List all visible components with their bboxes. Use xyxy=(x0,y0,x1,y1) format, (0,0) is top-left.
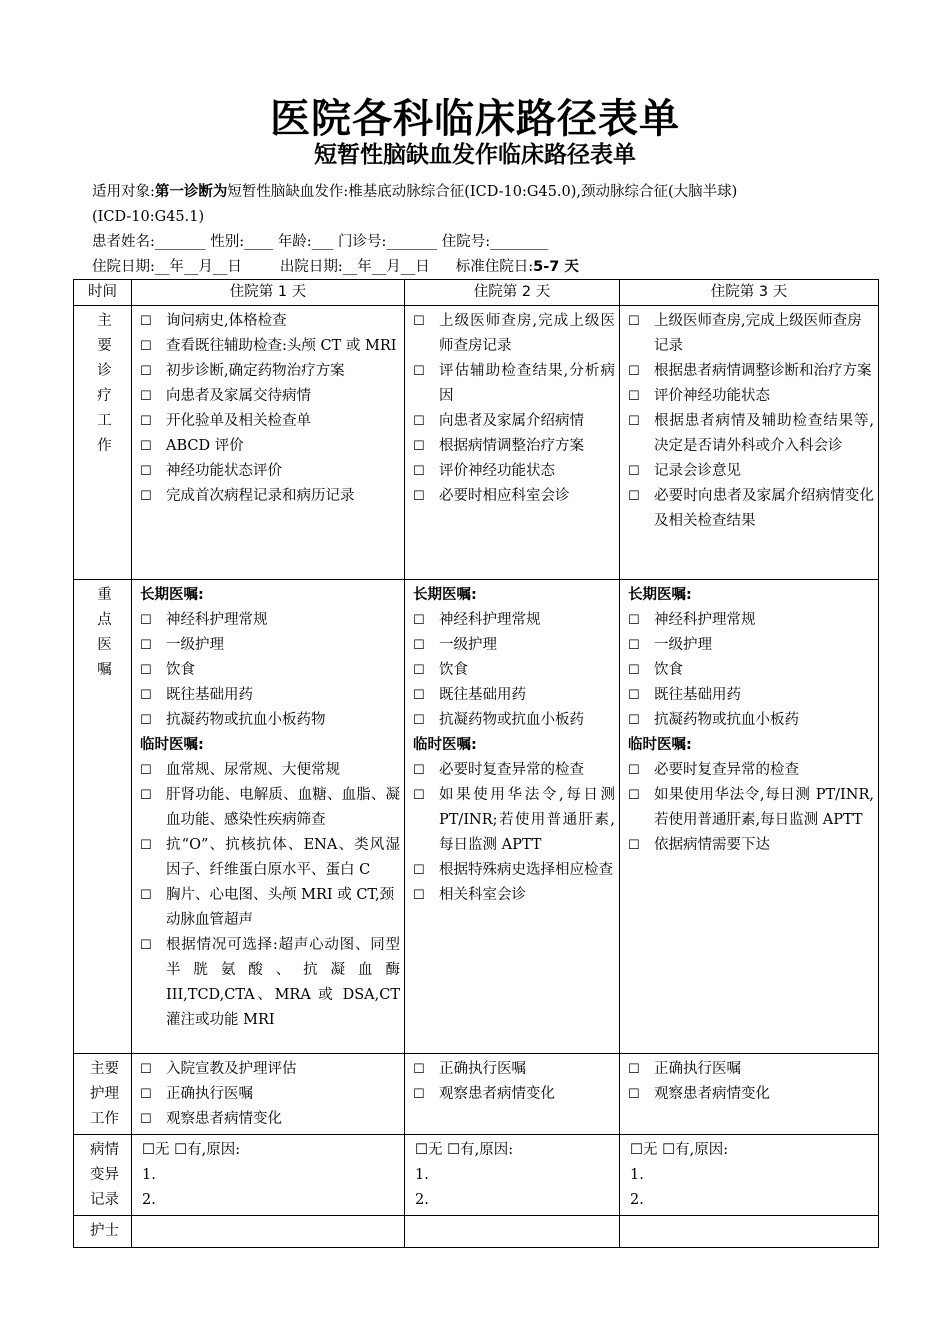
list-item: ☐ 正确执行医嘱 xyxy=(413,1057,615,1082)
variance-reason-2[interactable]: 2. xyxy=(415,1192,429,1208)
checkbox-icon[interactable] xyxy=(413,783,439,858)
row-label-nursing: 主要护理工作 xyxy=(74,1054,132,1135)
row-label-variance: 病情变异记录 xyxy=(74,1135,132,1216)
document-subtitle: 短暂性脑缺血发作临床路径表单 xyxy=(314,142,636,168)
checkbox-icon[interactable] xyxy=(628,783,654,833)
temporary-orders-label: 临时医嘱: xyxy=(140,737,204,753)
list-item: ☐ 神经科护理常规 xyxy=(413,608,615,633)
checkbox-icon[interactable] xyxy=(628,633,654,658)
list-item: ☐ 根据情况可选择:超声心动图、同型半胱氨酸、抗凝血酶 III,TCD,CTA、MRA 或 DSA,CT 灌注或功能 MRI xyxy=(140,933,400,1033)
variance-reason-2[interactable]: 2. xyxy=(630,1192,644,1208)
checkbox-icon[interactable] xyxy=(140,708,166,733)
cell-diagnosis-day1 xyxy=(132,306,405,580)
variance-options[interactable]: ☐无 ☐有,原因: xyxy=(415,1142,514,1158)
list-item: ☐ 根据病情调整治疗方案 xyxy=(413,434,615,459)
checkbox-icon[interactable] xyxy=(413,608,439,633)
list-item: ☐ 既往基础用药 xyxy=(413,683,615,708)
checkbox-icon[interactable] xyxy=(140,484,166,509)
list-item: ☐ 向患者及家属交待病情 xyxy=(140,384,400,409)
long-term-orders-label: 长期医嘱: xyxy=(628,587,692,603)
checkbox-icon[interactable] xyxy=(628,359,654,384)
list-item: ☐ 必要时向患者及家属介绍病情变化及相关检查结果 xyxy=(628,484,874,534)
list-item: ☐ 饮食 xyxy=(413,658,615,683)
checkbox-icon[interactable] xyxy=(413,883,439,908)
checkbox-icon[interactable] xyxy=(628,384,654,409)
discharge-date: 出院日期:__年__月__日 xyxy=(279,259,430,275)
header-day2: 住院第 2 天 xyxy=(405,280,620,306)
cell-diagnosis-day2 xyxy=(405,306,620,580)
applies-to-line xyxy=(92,180,872,205)
list-item: ☐ 如果使用华法令,每日测 PT/INR,若使用普通肝素,每日监测 APTT xyxy=(628,783,874,833)
checkbox-icon[interactable] xyxy=(140,434,166,459)
clinical-pathway-table xyxy=(73,279,879,1248)
checkbox-icon[interactable] xyxy=(140,783,166,833)
checkbox-icon[interactable] xyxy=(140,1082,166,1107)
checkbox-icon[interactable] xyxy=(413,359,439,409)
checkbox-icon[interactable] xyxy=(628,608,654,633)
list-item: ☐ 根据特殊病史选择相应检查 xyxy=(413,858,615,883)
date-line xyxy=(92,255,872,280)
admission-date: 住院日期:__年__月__日 xyxy=(92,259,242,275)
list-item: ☐ 上级医师查房,完成上级医师查房记录 xyxy=(628,309,874,359)
checkbox-icon[interactable] xyxy=(140,1057,166,1082)
list-item: ☐ 向患者及家属介绍病情 xyxy=(413,409,615,434)
list-item: ☐ 询问病史,体格检查 xyxy=(140,309,400,334)
list-item: ☐ 神经功能状态评价 xyxy=(140,459,400,484)
list-item: ☐ 根据患者病情及辅助检查结果等,决定是否请外科或介入科会诊 xyxy=(628,409,874,459)
checkbox-icon[interactable] xyxy=(140,334,166,359)
checkbox-icon[interactable] xyxy=(628,683,654,708)
cell-orders-day2 xyxy=(405,580,620,1054)
header-day1: 住院第 1 天 xyxy=(132,280,405,306)
list-item: ☐ 血常规、尿常规、大便常规 xyxy=(140,758,400,783)
checkbox-icon[interactable] xyxy=(628,1057,654,1082)
checkbox-icon[interactable] xyxy=(140,833,166,883)
list-item: ☐ 抗凝药物或抗血小板药物 xyxy=(140,708,400,733)
checkbox-icon[interactable] xyxy=(140,633,166,658)
checkbox-icon[interactable] xyxy=(413,1082,439,1107)
checkbox-icon[interactable] xyxy=(628,708,654,733)
list-item: ☐ 完成首次病程记录和病历记录 xyxy=(140,484,400,509)
row-nursing xyxy=(74,1054,879,1135)
checkbox-icon[interactable] xyxy=(140,459,166,484)
temporary-orders-label: 临时医嘱: xyxy=(628,737,692,753)
cell-orders-day1 xyxy=(132,580,405,1054)
list-item: ☐ 入院宣教及护理评估 xyxy=(140,1057,400,1082)
checkbox-icon[interactable] xyxy=(140,608,166,633)
header-time: 时间 xyxy=(74,280,132,306)
list-item: ☐ 抗“O”、抗核抗体、ENA、类风湿因子、纤维蛋白原水平、蛋白 C xyxy=(140,833,400,883)
long-term-orders-label: 长期医嘱: xyxy=(413,587,477,603)
checkbox-icon[interactable] xyxy=(413,459,439,484)
variance-reason-1[interactable]: 1. xyxy=(630,1167,644,1183)
row-diagnosis xyxy=(74,306,879,580)
checkbox-icon[interactable] xyxy=(413,434,439,459)
list-item: ☐ 饮食 xyxy=(628,658,874,683)
checkbox-icon[interactable] xyxy=(140,309,166,334)
table-header-row xyxy=(74,280,879,306)
checkbox-icon[interactable] xyxy=(413,758,439,783)
list-item: ☐ 抗凝药物或抗血小板药 xyxy=(628,708,874,733)
long-term-orders-label: 长期医嘱: xyxy=(140,587,204,603)
checkbox-icon[interactable] xyxy=(140,409,166,434)
first-diagnosis-label: 第一诊断为 xyxy=(154,184,228,200)
list-item: ☐ 既往基础用药 xyxy=(628,683,874,708)
patient-info-line: 患者姓名:_______ 性别:____ 年龄:___ 门诊号:_______ 住院号:________ xyxy=(92,234,549,250)
list-item: ☐ 一级护理 xyxy=(628,633,874,658)
checkbox-icon[interactable] xyxy=(413,309,439,359)
checkbox-icon[interactable] xyxy=(413,658,439,683)
cell-variance-day2 xyxy=(405,1135,620,1216)
std-stay-days: 5-7 天 xyxy=(533,259,579,275)
list-item: ☐ 一级护理 xyxy=(140,633,400,658)
list-item: ☐ 观察患者病情变化 xyxy=(140,1107,400,1132)
list-item: ☐ 神经科护理常规 xyxy=(628,608,874,633)
cell-nurse-day1[interactable] xyxy=(132,1216,405,1248)
checkbox-icon[interactable] xyxy=(413,484,439,509)
list-item: ☐ 根据患者病情调整诊断和治疗方案 xyxy=(628,359,874,384)
applies-label: 适用对象: xyxy=(92,184,155,200)
variance-reason-1[interactable]: 1. xyxy=(142,1167,156,1183)
applies-to-line-2: (ICD-10:G45.1) xyxy=(92,209,205,225)
list-item: ☐ 观察患者病情变化 xyxy=(628,1082,874,1107)
list-item: ☐ 上级医师查房,完成上级医师查房记录 xyxy=(413,309,615,359)
checkbox-icon[interactable] xyxy=(140,933,166,1033)
checkbox-icon[interactable] xyxy=(628,1082,654,1107)
list-item: ☐ 必要时复查异常的检查 xyxy=(413,758,615,783)
list-item: ☐ 记录会诊意见 xyxy=(628,459,874,484)
checkbox-icon[interactable] xyxy=(413,858,439,883)
variance-reason-1[interactable]: 1. xyxy=(415,1167,429,1183)
checkbox-icon[interactable] xyxy=(628,409,654,459)
list-item: ☐ 观察患者病情变化 xyxy=(413,1082,615,1107)
cell-nurse-day3[interactable] xyxy=(620,1216,879,1248)
row-label-diagnosis: 主要诊疗工作 xyxy=(74,306,132,580)
checkbox-icon[interactable] xyxy=(140,683,166,708)
row-variance xyxy=(74,1135,879,1216)
checkbox-icon[interactable] xyxy=(628,758,654,783)
list-item: ☐ 抗凝药物或抗血小板药 xyxy=(413,708,615,733)
list-item: ☐ 一级护理 xyxy=(413,633,615,658)
checkbox-icon[interactable] xyxy=(140,758,166,783)
list-item: ☐ 评价神经功能状态 xyxy=(413,459,615,484)
variance-reason-2[interactable]: 2. xyxy=(142,1192,156,1208)
list-item: ☐ 开化验单及相关检查单 xyxy=(140,409,400,434)
applies-text: 短暂性脑缺血发作:椎基底动脉综合征(ICD-10:G45.0),颈动脉综合征(大脑半球) xyxy=(227,184,738,200)
row-nurse-signature xyxy=(74,1216,879,1248)
checkbox-icon[interactable] xyxy=(413,683,439,708)
list-item: ☐ ABCD 评价 xyxy=(140,434,400,459)
list-item: ☐ 必要时复查异常的检查 xyxy=(628,758,874,783)
row-label-orders: 重点医嘱 xyxy=(74,580,132,1054)
cell-variance-day3 xyxy=(620,1135,879,1216)
variance-options[interactable]: ☐无 ☐有,原因: xyxy=(630,1142,729,1158)
variance-options[interactable]: ☐无 ☐有,原因: xyxy=(142,1142,241,1158)
list-item: ☐ 饮食 xyxy=(140,658,400,683)
checkbox-icon[interactable] xyxy=(628,484,654,534)
checkbox-icon[interactable] xyxy=(628,658,654,683)
header-day3: 住院第 3 天 xyxy=(620,280,879,306)
list-item: ☐ 既往基础用药 xyxy=(140,683,400,708)
list-item: ☐ 如果使用华法令,每日测 PT/INR;若使用普通肝素,每日监测 APTT xyxy=(413,783,615,858)
checkbox-icon[interactable] xyxy=(413,708,439,733)
list-item: ☐ 正确执行医嘱 xyxy=(140,1082,400,1107)
document-title: 医院各科临床路径表单 xyxy=(270,96,680,142)
checkbox-icon[interactable] xyxy=(413,409,439,434)
checkbox-icon[interactable] xyxy=(140,384,166,409)
row-label-nurse: 护士 xyxy=(74,1216,132,1248)
list-item: ☐ 胸片、心电图、头颅 MRI 或 CT,颈动脉血管超声 xyxy=(140,883,400,933)
list-item: ☐ 评价神经功能状态 xyxy=(628,384,874,409)
cell-variance-day1 xyxy=(132,1135,405,1216)
cell-orders-day3 xyxy=(620,580,879,1054)
cell-nurse-day2[interactable] xyxy=(405,1216,620,1248)
list-item: ☐ 评估辅助检查结果,分析病因 xyxy=(413,359,615,409)
cell-nursing-day2 xyxy=(405,1054,620,1135)
list-item: ☐ 依据病情需要下达 xyxy=(628,833,874,858)
list-item: ☐ 相关科室会诊 xyxy=(413,883,615,908)
cell-nursing-day1 xyxy=(132,1054,405,1135)
list-item: ☐ 初步诊断,确定药物治疗方案 xyxy=(140,359,400,384)
checkbox-icon[interactable] xyxy=(140,883,166,933)
cell-diagnosis-day3 xyxy=(620,306,879,580)
checkbox-icon[interactable] xyxy=(140,359,166,384)
std-stay-label: 标准住院日: xyxy=(455,259,534,275)
checkbox-icon[interactable] xyxy=(628,309,654,359)
cell-nursing-day3 xyxy=(620,1054,879,1135)
checkbox-icon[interactable] xyxy=(628,833,654,858)
checkbox-icon[interactable] xyxy=(140,1107,166,1132)
checkbox-icon[interactable] xyxy=(628,459,654,484)
list-item: ☐ 查看既往辅助检查:头颅 CT 或 MRI xyxy=(140,334,400,359)
list-item: ☐ 正确执行医嘱 xyxy=(628,1057,874,1082)
checkbox-icon[interactable] xyxy=(413,633,439,658)
list-item: ☐ 肝肾功能、电解质、血糖、血脂、凝血功能、感染性疾病筛查 xyxy=(140,783,400,833)
list-item: ☐ 必要时相应科室会诊 xyxy=(413,484,615,509)
row-orders xyxy=(74,580,879,1054)
temporary-orders-label: 临时医嘱: xyxy=(413,737,477,753)
list-item: ☐ 神经科护理常规 xyxy=(140,608,400,633)
checkbox-icon[interactable] xyxy=(413,1057,439,1082)
checkbox-icon[interactable] xyxy=(140,658,166,683)
